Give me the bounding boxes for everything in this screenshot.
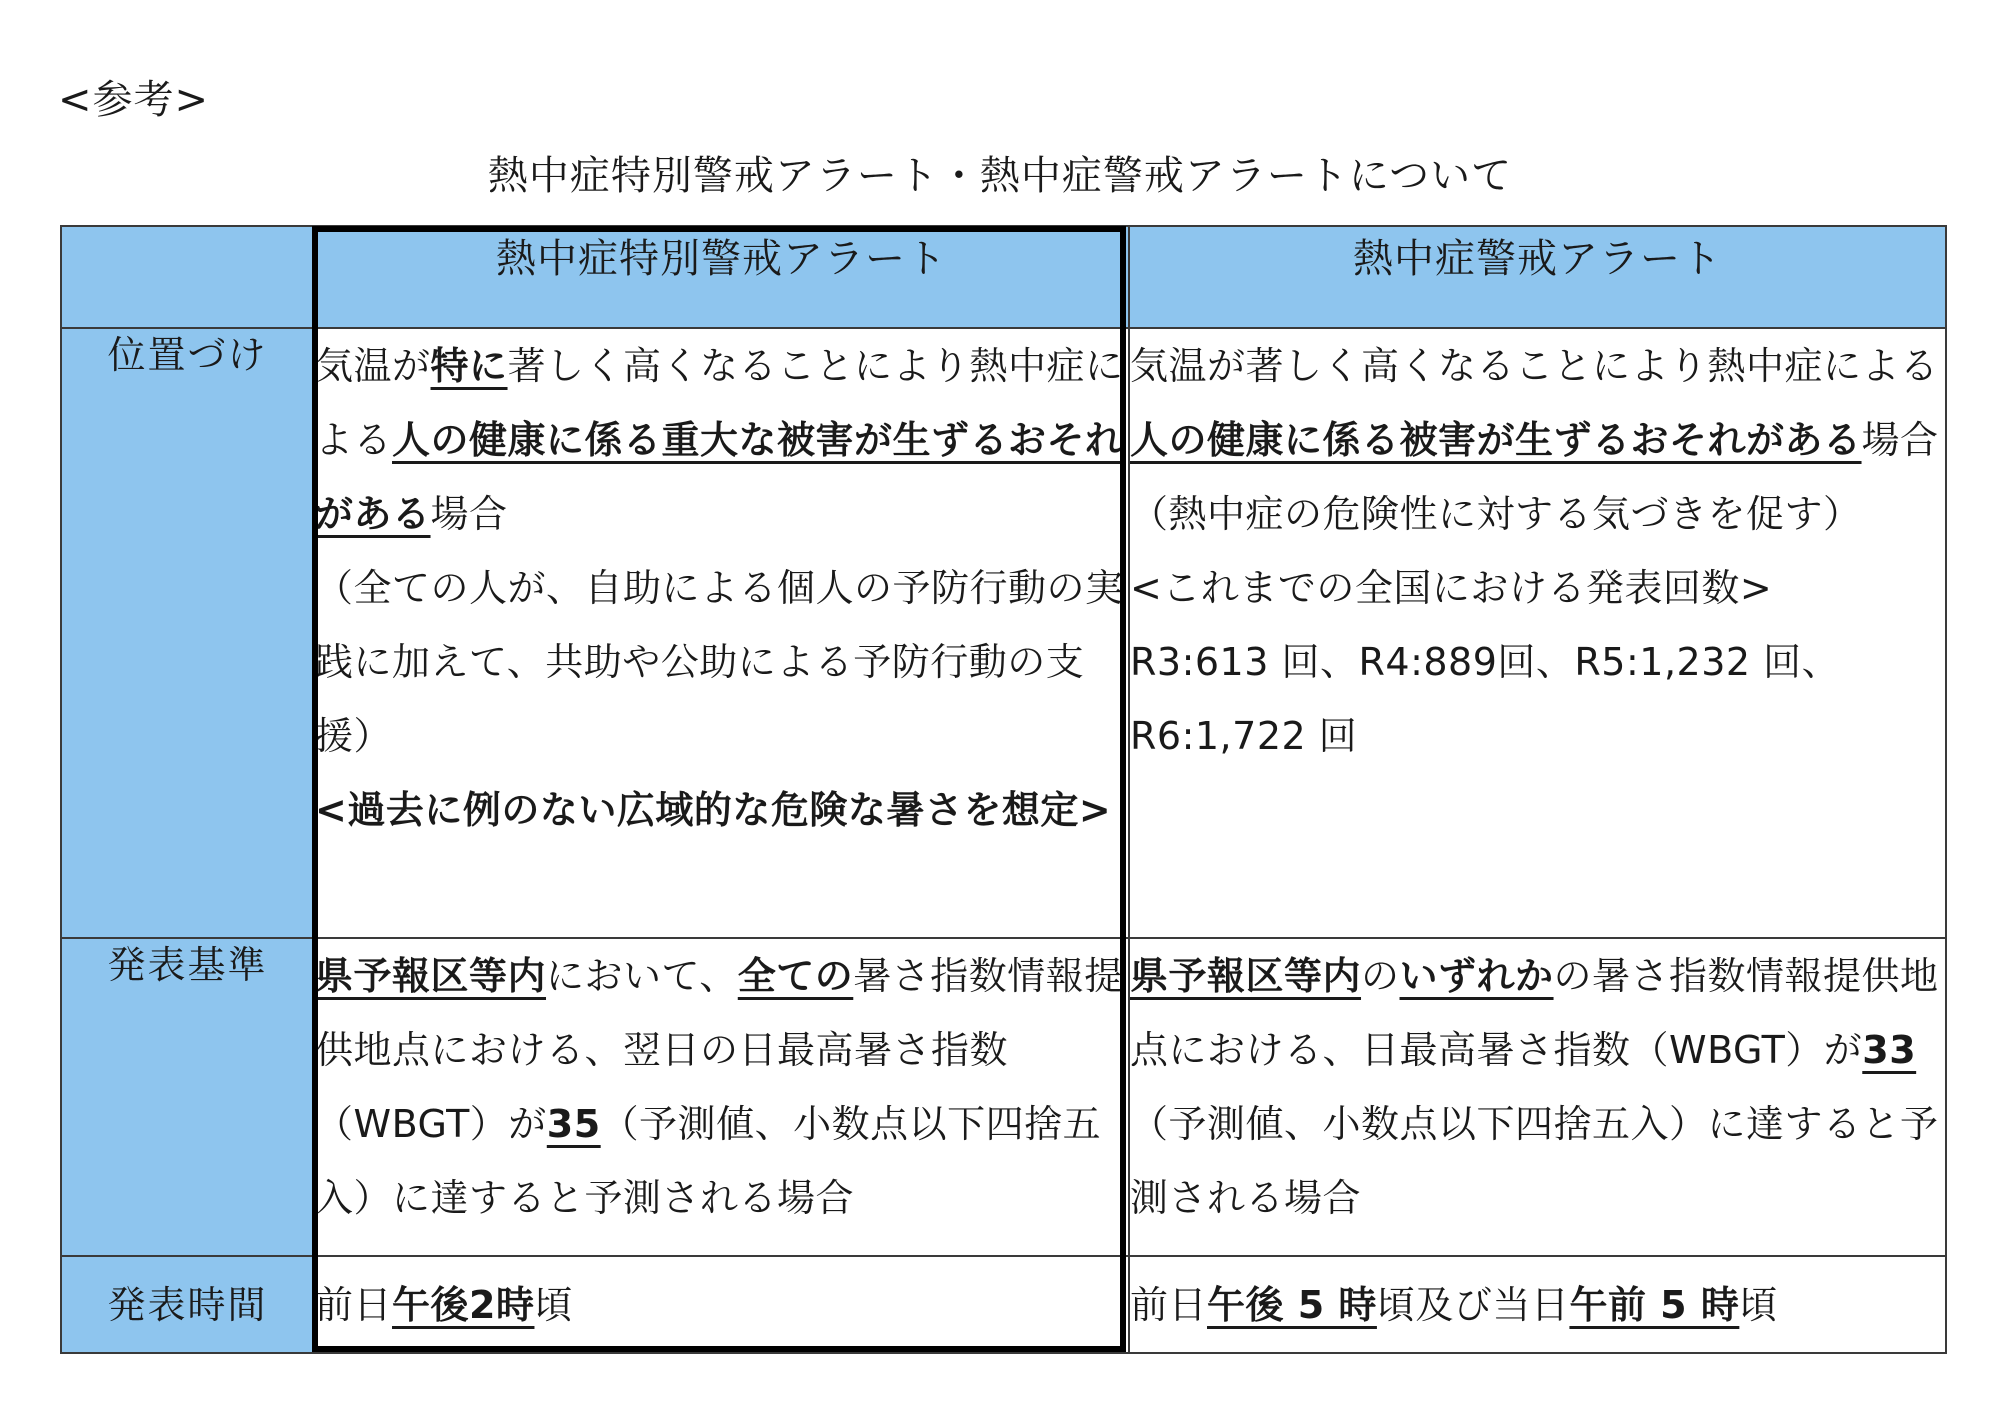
alert-comparison-table [60, 225, 1947, 1354]
text-segment: 暑さ指数情報提供地点における、翌日の日最高暑さ指数（WBGT）が [315, 954, 1123, 1146]
text-segment: 場合 [430, 492, 508, 536]
cell-alert-criteria [1129, 938, 1946, 1256]
emphasized-text: 県予報区等内 [1130, 954, 1362, 998]
text-segment: （予測値、小数点以下四捨五入）に達すると予測される場合 [1130, 1102, 1939, 1220]
page-title: 熱中症特別警戒アラート・熱中症警戒アラートについて [487, 153, 1513, 199]
emphasized-text: 35 [546, 1102, 601, 1146]
text-segment: 前日 [1130, 1282, 1208, 1327]
cell-alert-position [1129, 328, 1946, 938]
alert-position-paragraph-1 [1130, 329, 1945, 477]
row-label-position: 位置づけ [61, 328, 314, 938]
emphasized-text: 午後2時 [392, 1282, 535, 1327]
alert-position-paragraph-4: R3:613 回、R4:889回、R5:1,232 回、R6:1,722 回 [1130, 640, 1841, 758]
emphasized-text: 午前 5 時 [1569, 1282, 1740, 1327]
emphasized-text: 人の健康に係る被害が生ずるおそれがある [1130, 418, 1862, 462]
text-segment: 頃及び当日 [1376, 1282, 1570, 1327]
alert-comparison-table-wrapper [60, 225, 1945, 1352]
cell-special-time [314, 1256, 1129, 1353]
header-special-alert: 熱中症特別警戒アラート [314, 226, 1129, 328]
emphasized-text: いずれか [1399, 954, 1554, 998]
emphasized-text: 特に [430, 344, 508, 388]
text-segment: 気温が著しく高くなることにより熱中症による [1130, 344, 1939, 388]
reference-label: <参考> [58, 77, 210, 123]
text-segment: （予測値、小数点以下四捨五入）に達すると予測される場合 [315, 1102, 1102, 1220]
emphasized-text: 午後 5 時 [1207, 1282, 1377, 1327]
text-segment: において、 [546, 954, 738, 998]
text-segment: 前日 [315, 1282, 393, 1327]
special-position-paragraph-2: （全ての人が、自助による個人の予防行動の実践に加えて、共助や公助による予防行動の支援） [315, 566, 1124, 758]
special-position-paragraph-3: <過去に例のない広域的な危険な暑さを想定> [315, 788, 1112, 832]
text-segment: 著しく高くなることにより熱中症による [315, 344, 1124, 462]
header-alert: 熱中症警戒アラート [1129, 226, 1946, 328]
table-row-criteria [61, 938, 1946, 1256]
text-segment: 気温が [315, 344, 431, 388]
table-row-position [61, 328, 1946, 938]
cell-alert-time [1129, 1256, 1946, 1353]
emphasized-text: 33 [1862, 1028, 1917, 1072]
emphasized-text: 人の健康に係る重大な被害が生ずるおそれがある [315, 418, 1124, 536]
text-segment: の [1361, 954, 1400, 998]
table-header-row [61, 226, 1946, 328]
row-label-criteria: 発表基準 [61, 938, 314, 1256]
cell-special-criteria [314, 938, 1129, 1256]
header-corner-cell [61, 226, 314, 328]
cell-special-position [314, 328, 1129, 938]
special-position-paragraph-1 [315, 329, 1128, 551]
text-segment: 頃 [1739, 1282, 1778, 1327]
text-segment: 場合 [1861, 418, 1939, 462]
text-segment: の暑さ指数情報提供地点における、日最高暑さ指数（WBGT）が [1130, 954, 1939, 1072]
row-label-time: 発表時間 [61, 1256, 314, 1353]
alert-position-paragraph-3: <これまでの全国における発表回数> [1130, 566, 1773, 610]
emphasized-text: 県予報区等内 [315, 954, 547, 998]
emphasized-text: 全ての [737, 954, 854, 998]
table-row-time [61, 1256, 1946, 1353]
text-segment: 頃 [534, 1282, 573, 1327]
alert-position-paragraph-2: （熱中症の危険性に対する気づきを促す） [1130, 492, 1862, 536]
